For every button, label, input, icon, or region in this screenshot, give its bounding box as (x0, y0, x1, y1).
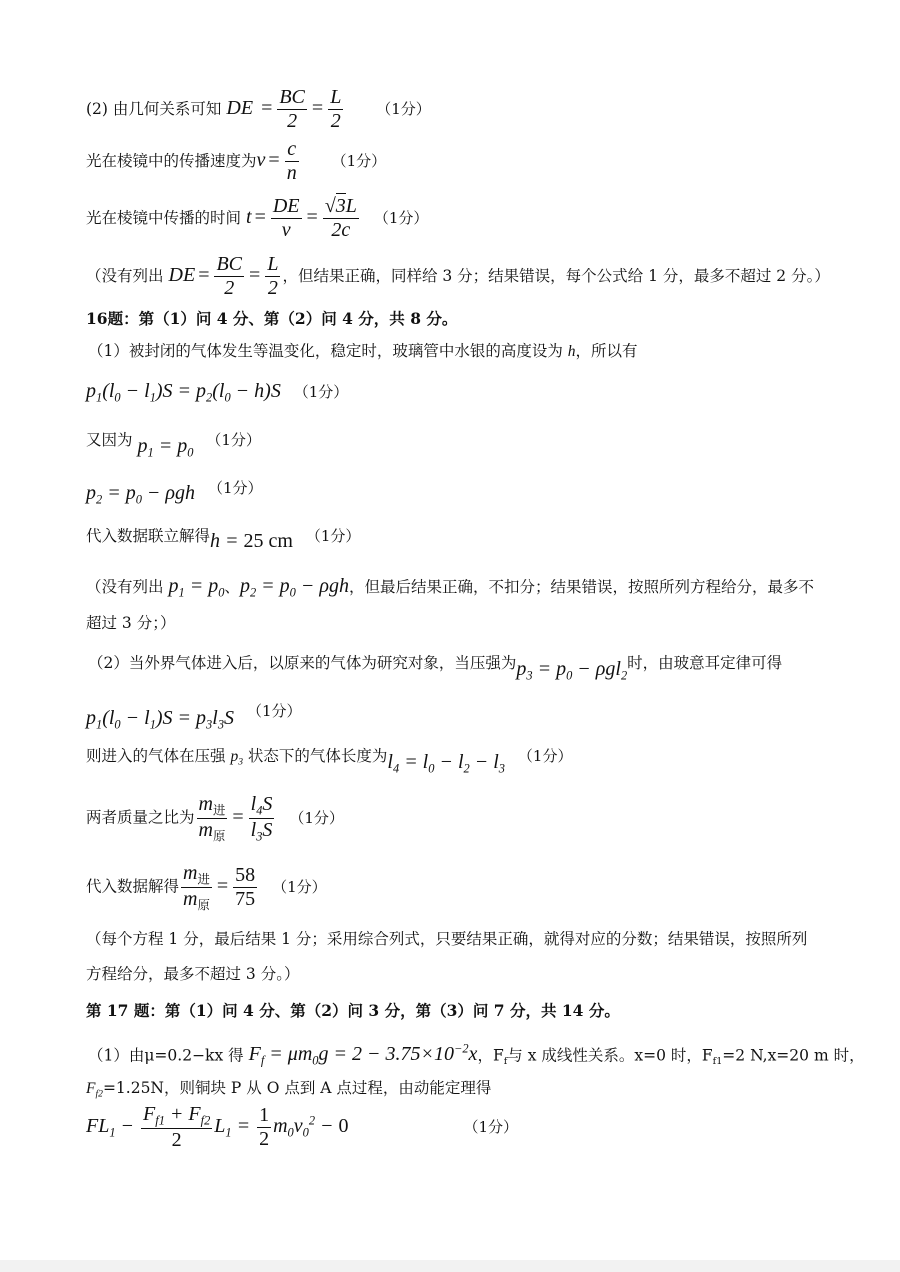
eq-part: = μm (269, 1043, 313, 1066)
equation-l4: $l_4 = l_0 - l_2 - l_3$ (387, 751, 505, 776)
line-label: 光在棱镜中传播的时间 (86, 209, 242, 228)
line-text: 与 x 成线性关系。x=0 时，F (507, 1046, 713, 1065)
score-note: （1分） (305, 527, 361, 545)
equation-p3: $p_3 = p_0 - \rho gl_2$ (516, 658, 628, 683)
sub-in: 进 (197, 872, 210, 887)
note-text: 、 (224, 578, 240, 596)
eq-exponent: −2 (453, 1042, 469, 1056)
line-note-2b: 超过 3 分；） (86, 614, 176, 632)
line-text: =2 N,x=20 m 时， (722, 1046, 865, 1065)
equation-t: t = $\frac{DE}{v}$ = $\frac{√3L}{2c}$ (241, 195, 357, 241)
var-h: h (567, 343, 576, 360)
value-h: 25 (243, 530, 264, 552)
sub-in: 进 (212, 803, 226, 818)
line-text: （1）由μ=0.2−kx 得 (88, 1046, 244, 1065)
equation-p2: $p_2 = p_0 - \rho gh$ (86, 482, 196, 507)
score-note: （1分） (331, 152, 387, 171)
unit-cm: cm (268, 530, 293, 552)
line-eq1 (86, 381, 348, 404)
equation-p2-inline: $p_2 = p_0 - \rho gh$ (239, 575, 349, 600)
line-mass-ratio (86, 793, 344, 843)
var-ff2: $F_{f2}$ (86, 1080, 103, 1100)
line-text: ，所以有 (575, 342, 638, 360)
equation-friction: $F_f = \mu m_0g = 2 - 3.75\times 10^{-2}x$ (243, 1042, 478, 1068)
sub-orig: 原 (212, 828, 226, 843)
score-note: （1分） (207, 479, 263, 497)
score-note: （1分） (206, 431, 261, 449)
line-q17-part1b (86, 1081, 491, 1099)
line-label: (2) 由几何关系可知 (86, 100, 222, 119)
score-note: （1分） (373, 209, 429, 228)
sub-orig: 原 (197, 897, 210, 912)
equation-boyle-1: $p_1(l_0 - l_1)S = p_2(l_0 - h)S$ (86, 380, 281, 405)
line-note-3b: 方程给分，最多不超过 3 分。） (86, 965, 300, 983)
line-label: 代入数据联立解得 (86, 527, 211, 545)
score-note: （1分） (376, 100, 431, 119)
line-light-speed (86, 138, 386, 185)
eq-part: g = 2 − 3.75×10 (318, 1043, 454, 1066)
note-text: （没有列出 (86, 578, 164, 596)
heading-q16: 16题：第（1）问 4 分、第（2）问 4 分，共 8 分。 (86, 309, 458, 328)
line-text: =1.25N，则铜块 P 从 O 点到 A 点过程，由动能定理得 (102, 1079, 492, 1097)
score-note: （1分） (246, 702, 302, 720)
var-p3: $p_3$ (230, 748, 243, 768)
fraction-numerator: 58 (235, 863, 256, 886)
line-text: 时，由玻意耳定律可得 (627, 654, 783, 672)
equation-v: v = $\frac{c}{n}$ (256, 138, 297, 184)
line-note-1 (86, 253, 830, 300)
equation-mass-ratio: $m_进$ $m_原$ = $\frac{l_4S}{l_3S}$ (198, 793, 273, 843)
line-text: （1）被封闭的气体发生等温变化，稳定时，玻璃管中水银的高度设为 (88, 342, 568, 360)
equation-mass-result: $m_进$ $m_原$ = $\frac{58}{75}$ (183, 862, 256, 912)
line-eq2 (86, 429, 261, 460)
equation-work-energy: $FL_1$ − $\frac{F_{f1} + F_{f2}}{2}$ $L_1$ = $\frac{1}{2}$ $m_0v_0^2 - 0$ (86, 1103, 349, 1151)
line-q17-part1: （1）由μ=0.2−kx 得 $F_f = \mu m_0g = 2 - 3.75\times 10^{-2}x$，$F_f$与 x 成线性关系。x=0 时，$F_{f1}=2$ N,x=20 m 时， (88, 1042, 865, 1068)
heading-q17: 第 17 题：第（1）问 4 分、第（2）问 3 分，第（3）问 7 分，共 14 分。 (86, 1001, 620, 1020)
line-eq4 (86, 700, 302, 732)
score-note: （1分） (289, 808, 344, 827)
line-eq3 (86, 477, 263, 507)
line-text: ，F (477, 1046, 504, 1065)
page-bottom-strip (0, 1260, 900, 1272)
line-note-2 (86, 576, 814, 599)
line-eq5 (86, 745, 573, 776)
equation-boyle-2: $p_1(l_0 - l_1)S = p_3l_3S$ (86, 707, 235, 732)
score-note: （1分） (517, 747, 573, 765)
line-travel-time (86, 195, 428, 242)
equation-p1: $p_1 = p_0$ (132, 435, 194, 460)
line-geometry-de (86, 86, 431, 133)
note-text: ，但结果正确，同样给 3 分；结果错误，每个公式给 1 分，最多不超过 2 分。） (282, 267, 830, 286)
equation-de: DE = $\frac{BC}{2}$ = $\frac{L}{2}$ (221, 86, 342, 132)
score-note: （1分） (293, 383, 349, 401)
note-text: （没有列出 (86, 267, 164, 286)
note-text: ，但最后结果正确，不扣分；结果错误，按照所列方程给分，最多不 (348, 578, 814, 596)
line-note-3: （每个方程 1 分，最后结果 1 分；采用综合列式，只要结果正确，就得对应的分数；结果错误，按照所列 (86, 930, 808, 948)
line-label: 两者质量之比为 (86, 808, 195, 827)
line-q16-part1 (88, 344, 638, 360)
equation-de-inline: DE = $\frac{BC}{2}$ = $\frac{L}{2}$ (163, 253, 279, 299)
line-text: 则进入的气体在压强 (86, 747, 231, 765)
line-text: 状态下的气体长度为 (242, 747, 388, 765)
equation-h: h = 25 cm (210, 530, 293, 552)
line-label: 代入数据解得 (86, 877, 180, 896)
line-mass-result (86, 862, 327, 912)
score-note: （1分） (272, 877, 327, 896)
line-result-h (86, 525, 361, 552)
line-energy-eq (86, 1103, 518, 1152)
fraction-denominator: 75 (235, 887, 256, 910)
score-note: （1分） (463, 1117, 519, 1136)
line-q16-part2 (88, 652, 783, 683)
line-label: 光在棱镜中的传播速度为 (86, 152, 257, 171)
line-label: 又因为 (86, 431, 133, 449)
line-text: （2）当外界气体进入后，以原来的气体为研究对象，当压强为 (88, 654, 517, 672)
equation-p1-inline: $p_1 = p_0$ (163, 575, 225, 600)
